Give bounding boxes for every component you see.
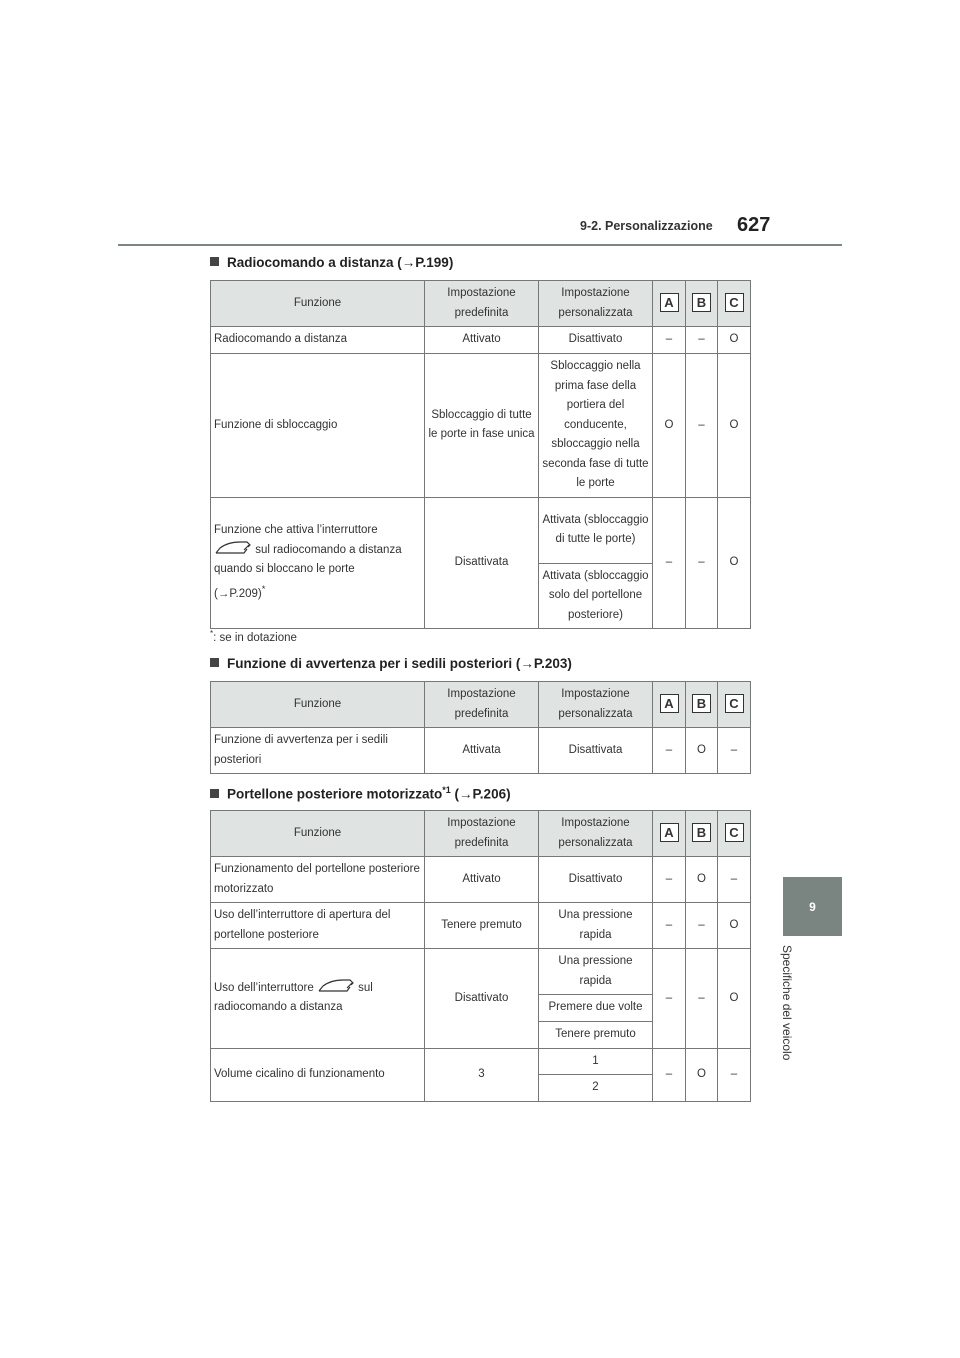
section-heading: 9-2. Personalizzazione bbox=[580, 219, 713, 233]
cell-function: Funzione di sbloccaggio bbox=[211, 354, 425, 498]
column-header-c: C bbox=[725, 694, 744, 713]
cell-c: O bbox=[718, 354, 751, 498]
cell-custom: Attivata (sbloccaggio solo del portellone posteriore) bbox=[539, 563, 653, 629]
cell-a: – bbox=[653, 903, 686, 949]
tailgate-car-icon bbox=[214, 541, 252, 555]
rear-seat-warning-table bbox=[210, 681, 751, 774]
footnote-text: : se in dotazione bbox=[213, 631, 297, 644]
cell-default: Tenere premuto bbox=[425, 903, 539, 949]
cell-default: Attivato bbox=[425, 857, 539, 903]
footnote-mark: * bbox=[261, 583, 266, 595]
cell-default: Disattivato bbox=[425, 949, 539, 1049]
cell-custom: 2 bbox=[539, 1075, 653, 1102]
square-bullet-icon bbox=[210, 257, 219, 266]
column-header-default: Impostazione predefinita bbox=[425, 811, 539, 857]
cell-c: O bbox=[718, 949, 751, 1049]
column-header-b: B bbox=[692, 293, 711, 312]
cell-a: – bbox=[653, 327, 686, 354]
table-row bbox=[211, 1048, 751, 1075]
cell-c: – bbox=[718, 1048, 751, 1101]
cell-custom: Premere due volte bbox=[539, 995, 653, 1022]
cell-function-text-pre: Funzione che attiva l’interruttore bbox=[214, 524, 378, 537]
cell-function: Funzionamento del portellone posteriore motorizzato bbox=[211, 857, 425, 903]
table-row bbox=[211, 903, 751, 949]
section-title-remote bbox=[210, 255, 453, 270]
square-bullet-icon bbox=[210, 789, 219, 798]
column-header-default: Impostazione predefinita bbox=[425, 682, 539, 728]
cell-function: Uso dell’interruttore di apertura del portellone posteriore bbox=[211, 903, 425, 949]
column-header-a: A bbox=[660, 694, 679, 713]
footnote-mark: *1 bbox=[442, 785, 451, 795]
section-title-rear-seat bbox=[210, 656, 572, 671]
cell-b: – bbox=[686, 497, 718, 629]
cell-custom: Una pressione rapida bbox=[539, 949, 653, 995]
tailgate-car-icon bbox=[317, 979, 355, 993]
cell-function-text-pre: Uso dell’interruttore bbox=[214, 981, 314, 994]
section-title-ref: (→P.206) bbox=[450, 786, 511, 802]
table-row bbox=[211, 857, 751, 903]
cell-b: – bbox=[686, 949, 718, 1049]
remote-control-table bbox=[210, 280, 751, 629]
cell-default: Sbloccaggio di tutte le porte in fase unica bbox=[425, 354, 539, 498]
cell-custom: Attivata (sbloccaggio di tutte le porte) bbox=[539, 497, 653, 563]
cell-function-text-post: sul radiocomando a distanza quando si bloccano le porte bbox=[214, 543, 402, 576]
cell-a: – bbox=[653, 728, 686, 774]
column-header-custom: Impostazione personalizzata bbox=[539, 281, 653, 327]
cell-custom: Disattivata bbox=[539, 728, 653, 774]
cell-default: Attivata bbox=[425, 728, 539, 774]
column-header-c: C bbox=[725, 293, 744, 312]
cell-c: O bbox=[718, 327, 751, 354]
cell-b: O bbox=[686, 728, 718, 774]
column-header-function: Funzione bbox=[211, 811, 425, 857]
cell-a: – bbox=[653, 497, 686, 629]
cell-b: O bbox=[686, 857, 718, 903]
chapter-tab[interactable] bbox=[783, 877, 842, 936]
cell-a: – bbox=[653, 949, 686, 1049]
cell-function bbox=[211, 497, 425, 629]
column-header-b: B bbox=[692, 823, 711, 842]
cell-c: – bbox=[718, 857, 751, 903]
column-header-function: Funzione bbox=[211, 682, 425, 728]
header-rule bbox=[118, 244, 842, 246]
power-tailgate-table bbox=[210, 810, 751, 1102]
cell-default: Attivato bbox=[425, 327, 539, 354]
cell-function: Volume cicalino di funzionamento bbox=[211, 1048, 425, 1101]
chapter-label-text: Specifiche del veicolo bbox=[780, 945, 794, 1061]
section-title-text: Radiocomando a distanza (→P.199) bbox=[227, 255, 454, 270]
footnote-mark: * bbox=[210, 629, 214, 638]
column-header-custom: Impostazione personalizzata bbox=[539, 811, 653, 857]
cell-function: Funzione di avvertenza per i sedili posteriori bbox=[211, 728, 425, 774]
cell-custom: Sbloccaggio nella prima fase della portiera del conducente, sbloccaggio nella seconda fase di tutte le porte bbox=[539, 354, 653, 498]
cell-custom: 1 bbox=[539, 1048, 653, 1075]
section-title-tailgate bbox=[210, 785, 511, 802]
cell-b: – bbox=[686, 354, 718, 498]
cell-a: O bbox=[653, 354, 686, 498]
table-header-row bbox=[211, 281, 751, 327]
page-number: 627 bbox=[737, 214, 771, 236]
chapter-label bbox=[774, 945, 814, 1080]
cell-custom: Disattivato bbox=[539, 327, 653, 354]
column-header-default: Impostazione predefinita bbox=[425, 281, 539, 327]
cell-b: – bbox=[686, 903, 718, 949]
column-header-function: Funzione bbox=[211, 281, 425, 327]
chapter-number: 9 bbox=[809, 899, 816, 914]
column-header-c: C bbox=[725, 823, 744, 842]
cell-c: O bbox=[718, 903, 751, 949]
table-row bbox=[211, 327, 751, 354]
footnote bbox=[210, 629, 297, 644]
square-bullet-icon bbox=[210, 658, 219, 667]
cell-function bbox=[211, 949, 425, 1049]
cell-default: 3 bbox=[425, 1048, 539, 1101]
cell-custom: Tenere premuto bbox=[539, 1021, 653, 1048]
cell-custom: Una pressione rapida bbox=[539, 903, 653, 949]
column-header-b: B bbox=[692, 694, 711, 713]
cell-a: – bbox=[653, 1048, 686, 1101]
table-header-row bbox=[211, 811, 751, 857]
cell-c: O bbox=[718, 497, 751, 629]
column-header-a: A bbox=[660, 823, 679, 842]
cell-default: Disattivata bbox=[425, 497, 539, 629]
column-header-custom: Impostazione personalizzata bbox=[539, 682, 653, 728]
section-title-text: Portellone posteriore motorizzato bbox=[227, 786, 443, 802]
section-title-text: Funzione di avvertenza per i sedili posteriori (→P.203) bbox=[227, 656, 572, 671]
cell-b: O bbox=[686, 1048, 718, 1101]
table-row bbox=[211, 728, 751, 774]
cell-b: – bbox=[686, 327, 718, 354]
cell-custom: Disattivato bbox=[539, 857, 653, 903]
cell-function-text-post: sul radiocomando a distanza bbox=[214, 981, 373, 1014]
table-row bbox=[211, 497, 751, 563]
cell-a: – bbox=[653, 857, 686, 903]
table-row bbox=[211, 949, 751, 995]
column-header-a: A bbox=[660, 293, 679, 312]
cell-function-ref: (→P.209) bbox=[214, 587, 262, 600]
cell-function: Radiocomando a distanza bbox=[211, 327, 425, 354]
table-header-row bbox=[211, 682, 751, 728]
table-row bbox=[211, 354, 751, 498]
cell-c: – bbox=[718, 728, 751, 774]
